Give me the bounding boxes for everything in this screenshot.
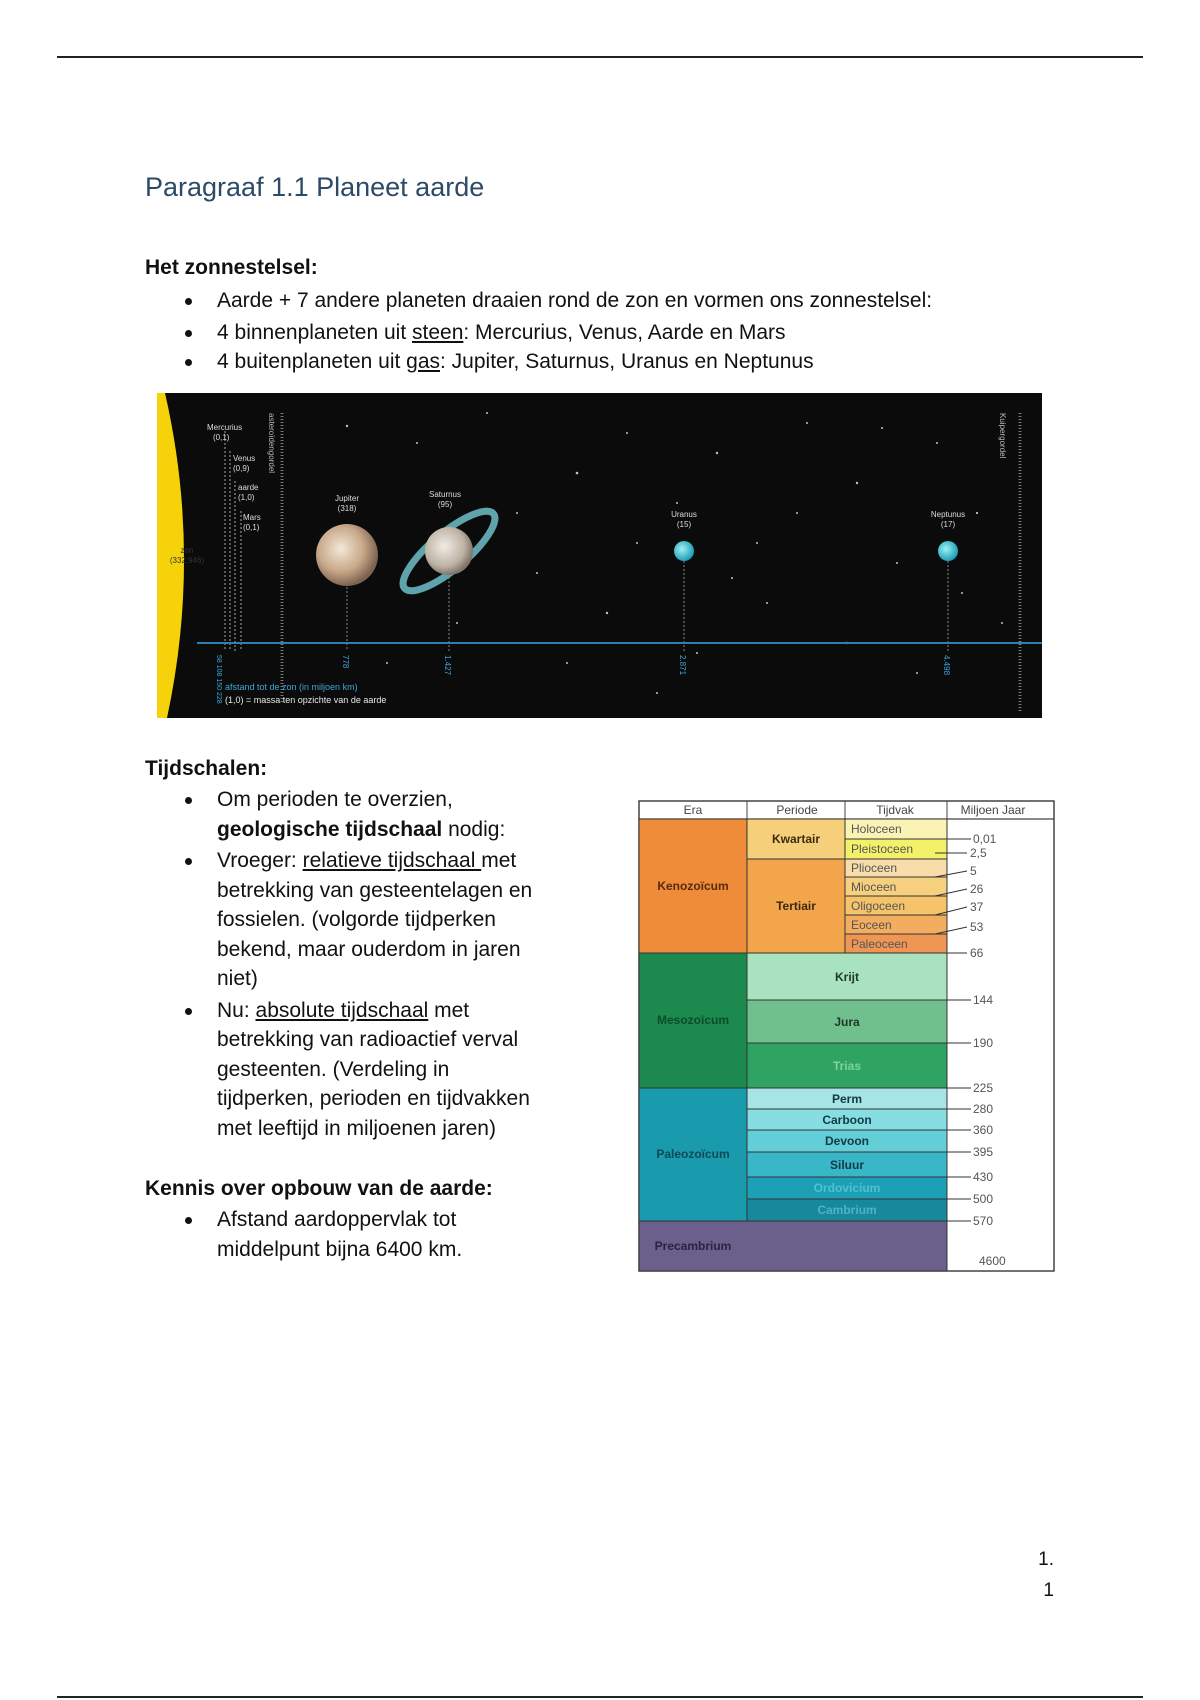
periode-tertiair-label: Tertiair xyxy=(776,899,816,913)
periode-perm-label: Perm xyxy=(831,1092,863,1106)
solar-system-figure xyxy=(157,393,1042,718)
age-430: 430 xyxy=(973,1170,994,1184)
list-item: Om perioden te overzien, geologische tijdschaal nodig: xyxy=(145,785,532,844)
venus-mass: (0,9) xyxy=(233,464,250,473)
periode-jura-label: Jura xyxy=(834,1015,860,1029)
zonnestelsel-list xyxy=(145,286,932,377)
distance-saturnus: 1.427 xyxy=(443,655,452,676)
tijdschalen-list xyxy=(145,785,532,1143)
list-item: 4 binnenplaneten uit steen: Mercurius, Venus, Aarde en Mars xyxy=(145,318,932,348)
header-tijdvak: Tijdvak xyxy=(876,803,914,817)
list-item: Vroeger: relatieve tijdschaal met betrekking van gesteentelagen en fossielen. (volgorde tijdperken bekend, maar ouderdom in jaren niet) xyxy=(145,846,532,994)
header-era: Era xyxy=(683,803,703,817)
age-190: 190 xyxy=(973,1036,994,1050)
age-360: 360 xyxy=(973,1123,994,1137)
periode-carboon-label: Carboon xyxy=(822,1113,872,1127)
distance-inner: 58 108 150 228 xyxy=(215,655,222,704)
age-37: 37 xyxy=(970,900,984,914)
header-miljoen-jaar: Miljoen Jaar xyxy=(960,803,1026,817)
periode-cambrium-label: Cambrium xyxy=(817,1203,877,1217)
age-395: 395 xyxy=(973,1145,994,1159)
asteroid-belt-label: asteroïdengordel xyxy=(267,413,276,474)
uranus-label: Uranus xyxy=(671,510,697,519)
neptunus-planet xyxy=(938,541,958,561)
list-item: Aarde + 7 andere planeten draaien rond de zon en vormen ons zonnestelsel: xyxy=(145,286,932,316)
sun-mass: (332.946) xyxy=(169,556,205,565)
age-26: 26 xyxy=(970,882,984,896)
age-2-5: 2,5 xyxy=(970,846,987,860)
jupiter-label: Jupiter xyxy=(334,494,360,503)
saturnus-planet xyxy=(425,527,473,575)
tijdvak-plioceen-label: Plioceen xyxy=(851,861,898,875)
era-paleozoicum-label: Paleozoïcum xyxy=(656,1147,730,1161)
distance-uranus: 2.871 xyxy=(678,655,687,676)
jupiter-planet xyxy=(316,524,378,586)
age-4600: 4600 xyxy=(979,1254,1006,1268)
underlined-term-relatieve-tijdschaal: relatieve tijdschaal xyxy=(302,849,482,872)
periode-devoon-label: Devoon xyxy=(824,1134,870,1148)
heading-zonnestelsel: Het zonnestelsel: xyxy=(145,256,318,279)
tijdvak-eoceen-label: Eoceen xyxy=(851,918,892,932)
tijdvak-pleistoceen-label: Pleistoceen xyxy=(851,842,914,856)
jupiter-mass: (318) xyxy=(337,504,357,513)
header-periode: Periode xyxy=(776,803,818,817)
distance-jupiter: 778 xyxy=(341,655,350,669)
tijdvak-mioceen-label: Mioceen xyxy=(851,880,897,894)
bold-term-geologische-tijdschaal: geologische tijdschaal xyxy=(217,817,443,841)
periode-ordovicium-label: Ordovicium xyxy=(813,1181,881,1195)
bottom-rule xyxy=(57,1696,1143,1698)
mars-mass: (0,1) xyxy=(243,523,260,532)
periode-siluur-label: Siluur xyxy=(829,1158,865,1172)
age-500: 500 xyxy=(973,1192,994,1206)
era-precambrium-label: Precambrium xyxy=(654,1239,732,1253)
age-280: 280 xyxy=(973,1102,994,1116)
saturnus-label: Saturnus xyxy=(428,490,462,499)
neptunus-label: Neptunus xyxy=(930,510,966,519)
geologic-timescale-table xyxy=(635,797,1058,1275)
era-mesozoicum-label: Mesozoïcum xyxy=(656,1013,730,1027)
age-5: 5 xyxy=(970,864,977,878)
tijdvak-holoceen-label: Holoceen xyxy=(851,822,902,836)
mercurius-mass: (0,1) xyxy=(213,433,230,442)
tijdvak-oligoceen-label: Oligoceen xyxy=(851,899,906,913)
periode-kwartair-label: Kwartair xyxy=(771,832,821,846)
saturnus-mass: (95) xyxy=(437,500,453,509)
underlined-term-absolute-tijdschaal: absolute tijdschaal xyxy=(255,998,429,1022)
age-53: 53 xyxy=(970,920,984,934)
legend-mass: (1,0) = massa ten opzichte van de aarde xyxy=(225,695,387,705)
age-66: 66 xyxy=(970,946,984,960)
list-item: 4 buitenplaneten uit gas: Jupiter, Saturnus, Uranus en Neptunus xyxy=(145,347,932,377)
periode-trias-label: Trias xyxy=(832,1059,862,1073)
mars-label: Mars xyxy=(243,513,261,522)
neptunus-mass: (17) xyxy=(940,520,956,529)
era-kenozoicum-label: Kenozoïcum xyxy=(657,879,729,893)
kuiper-belt-label: Kuipergordel xyxy=(998,413,1007,459)
top-rule xyxy=(57,56,1143,58)
mercurius-label: Mercurius xyxy=(207,423,243,432)
age-570: 570 xyxy=(973,1214,994,1228)
age-144: 144 xyxy=(973,993,994,1007)
heading-tijdschalen: Tijdschalen: xyxy=(145,757,268,780)
venus-label: Venus xyxy=(233,454,256,463)
legend-distance: afstand tot de zon (in miljoen km) xyxy=(225,682,358,692)
page-number: 1. 1 xyxy=(1038,1549,1054,1601)
uranus-mass: (15) xyxy=(676,520,692,529)
aarde-label: aarde xyxy=(238,483,259,492)
periode-krijt-label: Krijt xyxy=(835,970,859,984)
underlined-term-steen: steen xyxy=(412,320,464,344)
tijdvak-paleoceen-label: Paleoceen xyxy=(851,937,908,951)
list-item: Nu: absolute tijdschaal met betrekking van radioactief verval gesteenten. (Verdeling in tijdperken, perioden en tijdvakken met leeftijd in miljoenen jaren) xyxy=(145,996,532,1144)
age-225: 225 xyxy=(973,1081,994,1095)
space-background xyxy=(157,393,1042,718)
aarde-mass: (1,0) xyxy=(238,493,255,502)
age-001: 0,01 xyxy=(973,832,997,846)
list-item: Afstand aardoppervlak tot middelpunt bijna 6400 km. xyxy=(145,1205,462,1264)
distance-neptunus: 4.498 xyxy=(942,655,951,676)
opbouw-list xyxy=(145,1205,462,1264)
underlined-term-gas: gas xyxy=(406,350,441,373)
page-title: Paragraaf 1.1 Planeet aarde xyxy=(145,172,485,202)
heading-opbouw-aarde: Kennis over opbouw van de aarde: xyxy=(145,1177,493,1200)
uranus-planet xyxy=(674,541,694,561)
sun-label: zon xyxy=(180,546,194,555)
